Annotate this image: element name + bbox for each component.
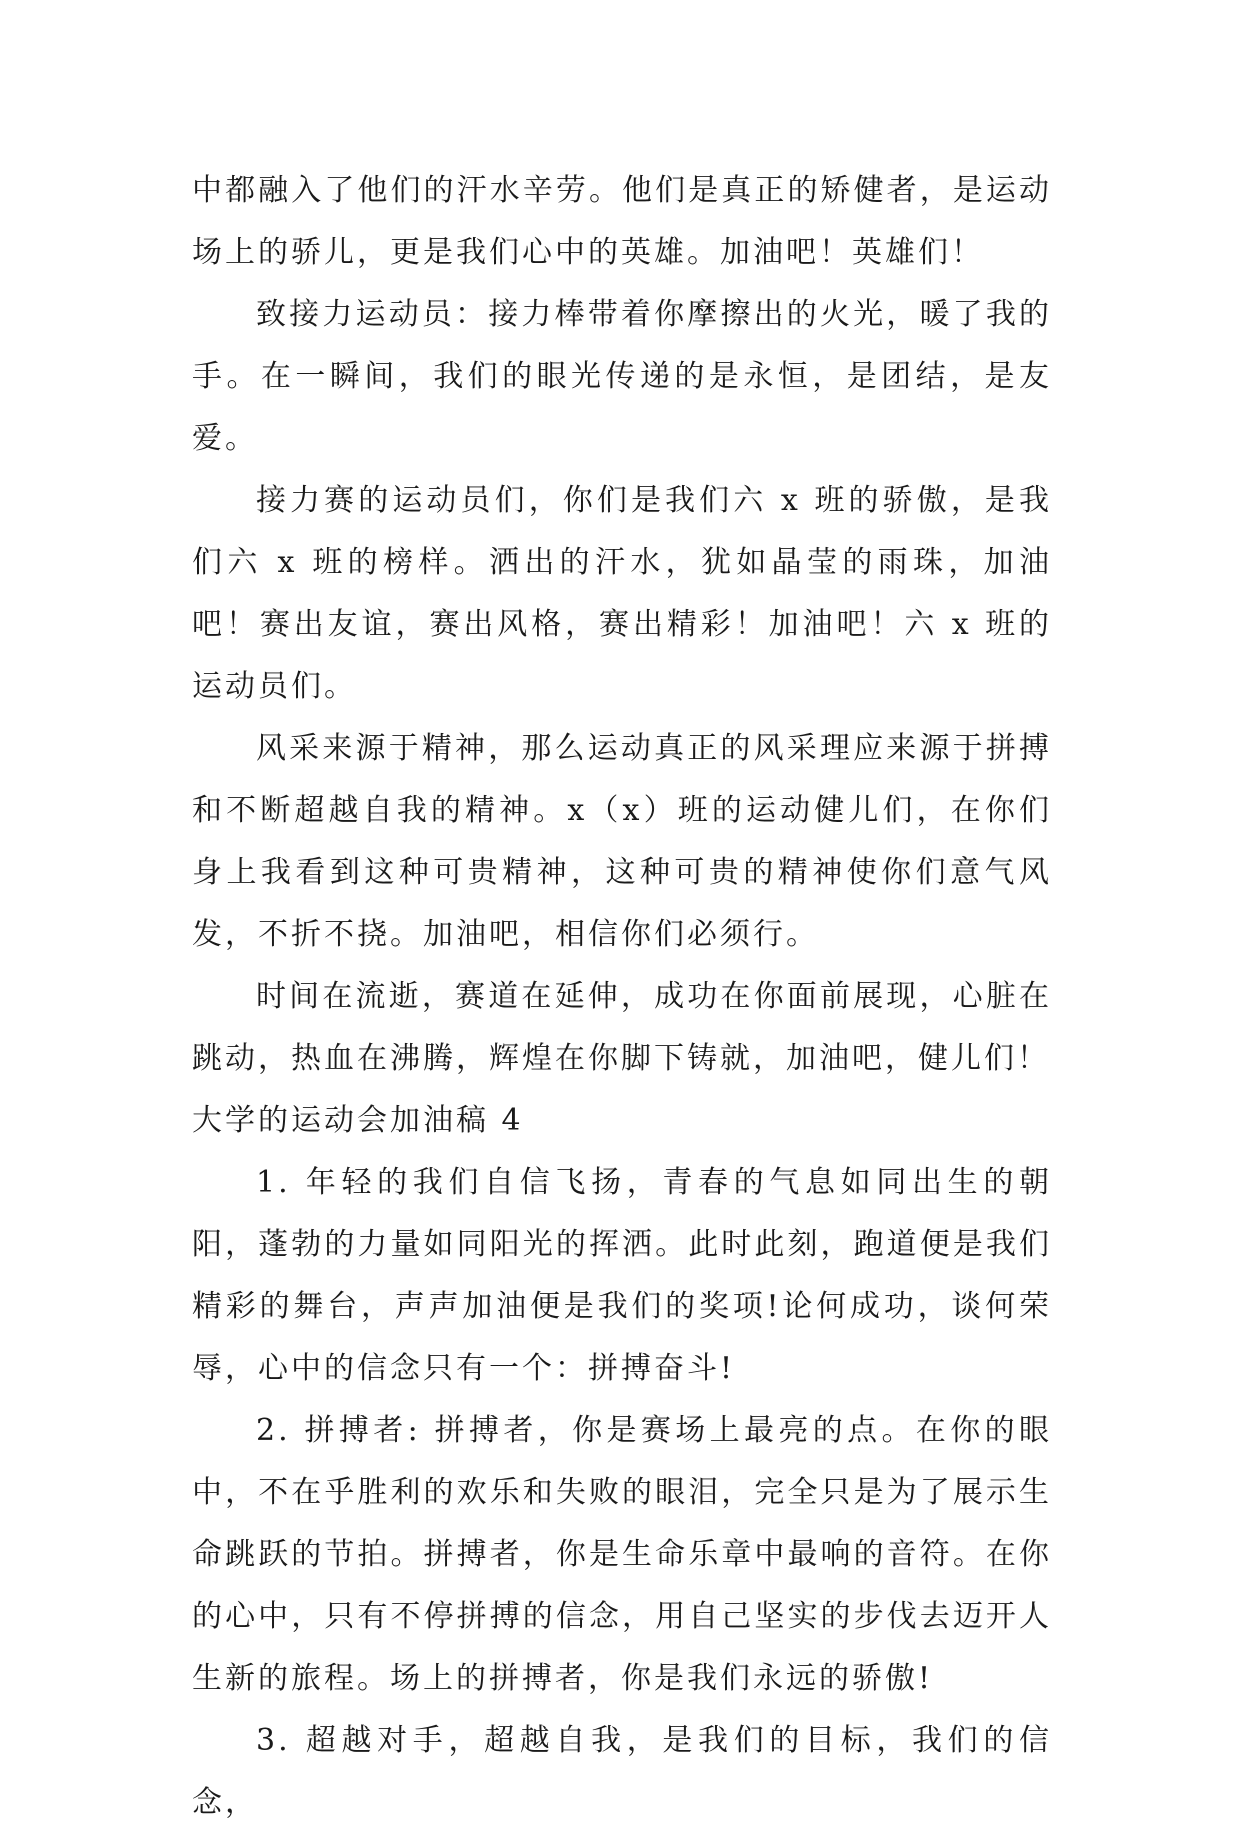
paragraph: 3. 超越对手，超越自我，是我们的目标，我们的信念，	[192, 1723, 1052, 1820]
paragraph: 时间在流逝，赛道在延伸，成功在你面前展现，心脏在跳动，热血在沸腾，辉煌在你脚下铸就，加油吧，健儿们！	[192, 979, 1052, 1076]
paragraph: 1. 年轻的我们自信飞扬，青春的气息如同出生的朝阳，蓬勃的力量如同阳光的挥洒。此时此刻，跑道便是我们精彩的舞台，声声加油便是我们的奖项!论何成功，谈何荣辱，心中的信念只有一个：拼搏奋斗!	[192, 1165, 1052, 1386]
paragraph: 接力赛的运动员们，你们是我们六 x 班的骄傲，是我们六 x 班的榜样。洒出的汗水，犹如晶莹的雨珠，加油吧！赛出友谊，赛出风格，赛出精彩！加油吧！六 x 班的运动员们。	[192, 483, 1052, 704]
paragraph: 致接力运动员：接力棒带着你摩擦出的火光，暖了我的手。在一瞬间，我们的眼光传递的是永恒，是团结，是友爱。	[192, 297, 1052, 456]
paragraph: 风采来源于精神，那么运动真正的风采理应来源于拼搏和不断超越自我的精神。x（x）班的运动健儿们，在你们身上我看到这种可贵精神，这种可贵的精神使你们意气风发，不折不挠。加油吧，相信你们必须行。	[192, 731, 1052, 952]
paragraph: 中都融入了他们的汗水辛劳。他们是真正的矫健者，是运动场上的骄儿，更是我们心中的英雄。加油吧！英雄们！	[192, 173, 1052, 270]
paragraph: 2. 拼搏者: 拼搏者，你是赛场上最亮的点。在你的眼中，不在乎胜利的欢乐和失败的眼泪，完全只是为了展示生命跳跃的节拍。拼搏者，你是生命乐章中最响的音符。在你的心中，只有不停拼搏的信念，用自己坚实的步伐去迈开人生新的旅程。场上的拼搏者，你是我们永远的骄傲!	[192, 1413, 1052, 1696]
section-heading: 大学的运动会加油稿 4	[192, 1103, 524, 1138]
document-body	[192, 160, 1052, 1834]
